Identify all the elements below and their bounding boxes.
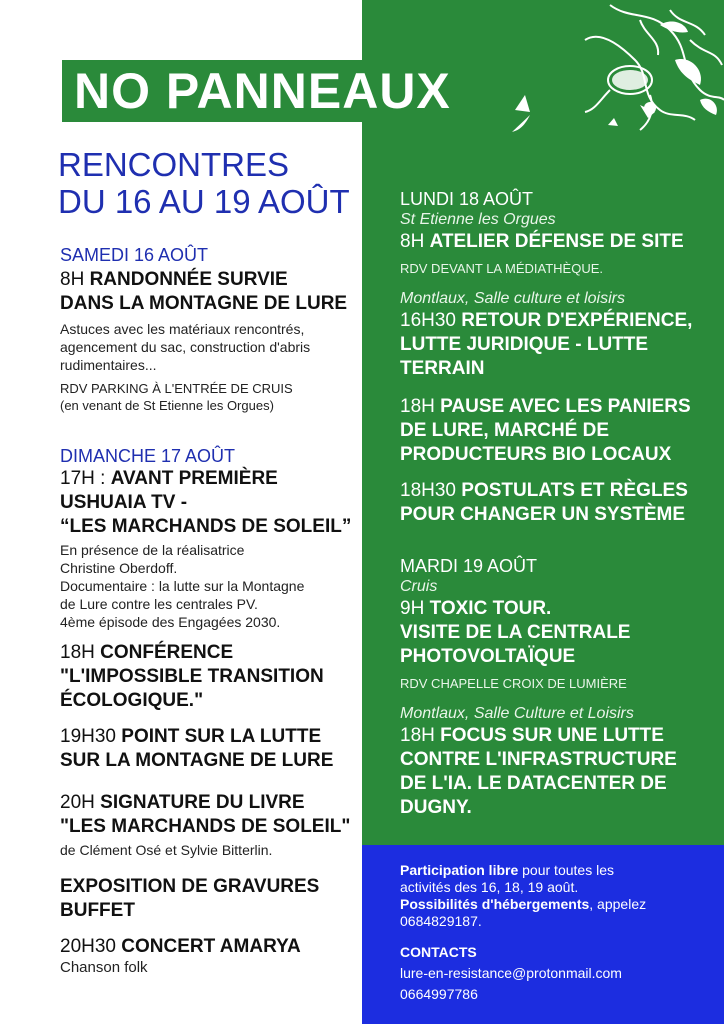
event-description: [60, 541, 360, 631]
event-title: [60, 725, 360, 773]
event-description: [60, 320, 360, 374]
event-name-cont: ÉCOLOGIQUE.": [60, 690, 204, 711]
info-box: [400, 862, 710, 1003]
event-name: EXPOSITION DE GRAVURES: [60, 876, 320, 897]
event-name: ATELIER DÉFENSE DE SITE: [429, 231, 684, 252]
event-title: [400, 395, 718, 467]
desc-line: Documentaire : la lutte sur la Montagne: [60, 578, 305, 594]
event-name: POSTULATS ET RÈGLES: [461, 480, 688, 501]
event-rdv: RDV DEVANT LA MÉDIATHÈQUE.: [400, 261, 603, 276]
event-name-cont: USHUAIA TV -: [60, 492, 188, 513]
desc-line: Christine Oberdoff.: [60, 560, 178, 576]
event-time: 19H30: [60, 726, 116, 747]
event-description: Chanson folk: [60, 959, 148, 976]
event-time: 18H30: [400, 480, 456, 501]
event-title: [60, 467, 360, 539]
event-name: PAUSE AVEC LES PANIERS: [440, 396, 691, 417]
contact-email[interactable]: lure-en-resistance@protonmail.com: [400, 965, 622, 981]
event-name: POINT SUR LA LUTTE: [121, 726, 322, 747]
participation-bold: Participation libre: [400, 862, 519, 878]
event-name: RETOUR D'EXPÉRIENCE,: [461, 310, 693, 331]
event-title: [400, 597, 718, 669]
event-time: 8H: [60, 269, 85, 290]
banner-title: NO PANNEAUX: [74, 63, 451, 119]
dragon-illustration: [490, 0, 724, 165]
event-name-cont: DUGNY.: [400, 797, 472, 818]
event-time: 20H: [60, 792, 95, 813]
day-heading: DIMANCHE 17 AOÛT: [60, 446, 236, 466]
event-name-cont: VISITE DE LA CENTRALE: [400, 622, 631, 643]
day-heading: MARDI 19 AOÛT: [400, 556, 538, 576]
event-title: [60, 935, 360, 959]
event-time: 18H: [60, 642, 95, 663]
lundi-section: [400, 188, 718, 527]
event-description: de Clément Osé et Sylvie Bitterlin.: [60, 842, 273, 858]
event-name-cont: BUFFET: [60, 900, 135, 921]
event-time: 18H: [400, 396, 435, 417]
hebergement-line: [400, 896, 710, 913]
contacts-heading: CONTACTS: [400, 944, 477, 960]
desc-line: En présence de la réalisatrice: [60, 542, 245, 558]
event-name-cont: “LES MARCHANDS DE SOLEIL”: [60, 516, 352, 537]
dimanche-section: [60, 445, 360, 977]
samedi-section: [60, 244, 360, 414]
event-name: CONCERT AMARYA: [121, 936, 301, 957]
event-name-cont: PHOTOVOLTAÏQUE: [400, 646, 576, 667]
event-name-cont: POUR CHANGER UN SYSTÈME: [400, 504, 686, 525]
event-time: 8H: [400, 231, 425, 252]
event-rdv: RDV CHAPELLE CROIX DE LUMIÈRE: [400, 676, 627, 691]
event-title: [60, 268, 360, 316]
rdv-line: (en venant de St Etienne les Orgues): [60, 398, 274, 413]
location: Montlaux, Salle culture et loisirs: [400, 290, 625, 307]
mardi-section: [400, 555, 718, 820]
page-title: [58, 146, 350, 220]
event-time: 16H30: [400, 310, 456, 331]
title-line-2: DU 16 AU 19 AOÛT: [58, 183, 350, 220]
event-title: [400, 309, 718, 381]
location: Montlaux, Salle Culture et Loisirs: [400, 705, 634, 722]
participation-line: [400, 862, 710, 879]
title-line-1: RENCONTRES: [58, 146, 290, 183]
event-name-cont: DANS LA MONTAGNE DE LURE: [60, 293, 348, 314]
participation-text: pour toutes les: [518, 862, 614, 878]
location: Cruis: [400, 578, 438, 595]
hebergement-text: , appelez: [589, 896, 647, 912]
day-heading: SAMEDI 16 AOÛT: [60, 245, 209, 265]
event-name: AVANT PREMIÈRE: [110, 468, 278, 489]
event-title: [400, 724, 718, 820]
participation-line-2: activités des 16, 18, 19 août.: [400, 879, 579, 895]
location: St Etienne les Orgues: [400, 211, 556, 228]
event-title: [400, 230, 718, 254]
desc-line: agencement du sac, construction d'abris: [60, 339, 311, 355]
contact-phone[interactable]: 0664997786: [400, 986, 478, 1002]
desc-line: 4ème épisode des Engagées 2030.: [60, 614, 281, 630]
event-title: [60, 875, 360, 923]
event-name-cont: TERRAIN: [400, 358, 485, 379]
desc-line: de Lure contre les centrales PV.: [60, 596, 258, 612]
event-name-cont: DE L'IA. LE DATACENTER DE: [400, 773, 667, 794]
rdv-line: RDV PARKING À L'ENTRÉE DE CRUIS: [60, 381, 293, 396]
event-name-cont: DE LURE, MARCHÉ DE: [400, 420, 610, 441]
event-name-cont: CONTRE L'INFRASTRUCTURE: [400, 749, 677, 770]
event-time: 9H: [400, 598, 425, 619]
event-time: 17H :: [60, 468, 106, 489]
event-name: RANDONNÉE SURVIE: [89, 269, 288, 290]
event-rdv: [60, 380, 360, 414]
event-name-cont: SUR LA MONTAGNE DE LURE: [60, 750, 334, 771]
event-name: TOXIC TOUR.: [429, 598, 552, 619]
event-name: FOCUS SUR UNE LUTTE: [440, 725, 664, 746]
hebergement-bold: Possibilités d'hébergements: [400, 896, 590, 912]
event-time: 20H30: [60, 936, 116, 957]
hebergement-phone: 0684829187.: [400, 913, 482, 929]
event-time: 18H: [400, 725, 435, 746]
event-name-cont: "L'IMPOSSIBLE TRANSITION: [60, 666, 324, 687]
event-name: CONFÉRENCE: [100, 642, 234, 663]
event-title: [60, 791, 360, 839]
desc-line: Astuces avec les matériaux rencontrés,: [60, 321, 305, 337]
desc-line: rudimentaires...: [60, 357, 157, 373]
event-name-cont: "LES MARCHANDS DE SOLEIL": [60, 816, 351, 837]
event-name-cont: LUTTE JURIDIQUE - LUTTE: [400, 334, 649, 355]
event-title: [400, 479, 718, 527]
day-heading: LUNDI 18 AOÛT: [400, 189, 534, 209]
event-name-cont: PRODUCTEURS BIO LOCAUX: [400, 444, 672, 465]
event-title: [60, 641, 360, 713]
event-name: SIGNATURE DU LIVRE: [100, 792, 305, 813]
